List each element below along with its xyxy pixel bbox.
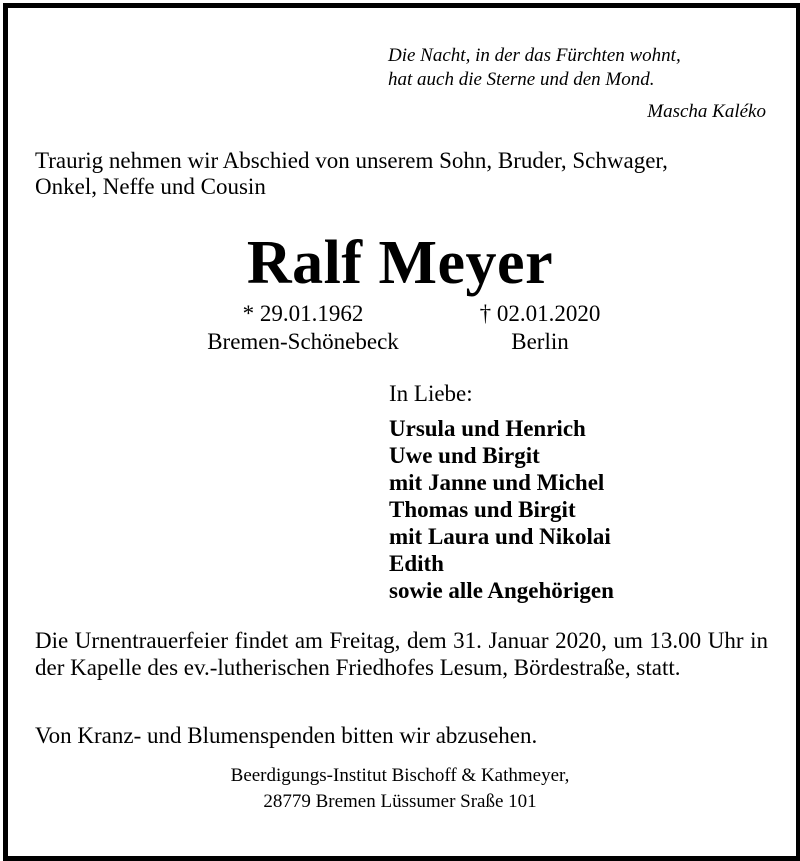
quote-author: Mascha Kaléko — [647, 101, 766, 122]
funeral-home-address: 28779 Bremen Lüssumer Sraße 101 — [263, 791, 537, 812]
intro-line-2: Onkel, Neffe und Cousin — [35, 174, 266, 199]
intro-text — [35, 148, 775, 200]
funeral-service-text: Die Urnentrauerfeier findet am Freitag, dem 31. Januar 2020, um 13.00 Uhr in der Kapelle des ev.-lutherischen Friedhofes Lesum, Bördestraße, statt. — [35, 628, 768, 680]
birth-info — [178, 300, 428, 356]
mourners-list — [389, 415, 614, 604]
epigraph-quote — [388, 44, 768, 92]
mourner-entry: Ursula und Henrich — [389, 416, 586, 441]
deceased-name: Ralf Meyer — [246, 229, 554, 297]
mourner-entry: Edith — [389, 551, 444, 576]
mourner-entry: sowie alle Angehörigen — [389, 578, 614, 603]
death-date: † 02.01.2020 — [479, 301, 601, 326]
mourners-label: In Liebe: — [389, 381, 473, 406]
mourner-entry: mit Laura und Nikolai — [389, 524, 611, 549]
mourner-entry: Thomas und Birgit — [389, 497, 576, 522]
quote-line-1: Die Nacht, in der das Fürchten wohnt, — [388, 45, 681, 66]
quote-line-2: hat auch die Sterne und den Mond. — [388, 69, 655, 90]
flowers-note: Von Kranz- und Blumenspenden bitten wir abzusehen. — [35, 723, 538, 748]
funeral-home-name: Beerdigungs-Institut Bischoff & Kathmeyer, — [230, 765, 570, 786]
birth-date: * 29.01.1962 — [242, 301, 364, 326]
mourner-entry: Uwe und Birgit — [389, 443, 540, 468]
funeral-home — [0, 763, 800, 815]
death-place: Berlin — [511, 329, 569, 354]
death-info — [430, 300, 650, 356]
intro-line-1: Traurig nehmen wir Abschied von unserem Sohn, Bruder, Schwager, — [35, 148, 668, 173]
birth-place: Bremen-Schönebeck — [207, 329, 399, 354]
mourner-entry: mit Janne und Michel — [389, 470, 605, 495]
